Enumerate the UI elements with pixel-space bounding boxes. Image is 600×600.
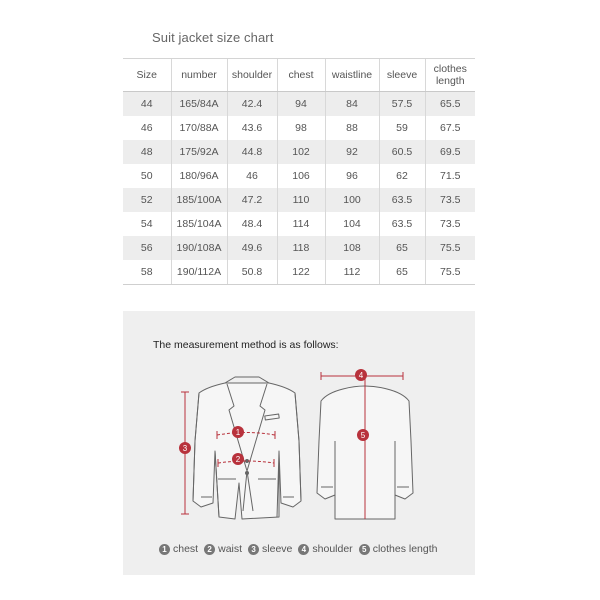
table-cell: 67.5: [425, 116, 475, 140]
table-cell: 98: [277, 116, 325, 140]
marker-length: [357, 429, 369, 441]
jacket-button-icon: [245, 471, 249, 475]
table-cell: 94: [277, 92, 325, 117]
table-cell: 60.5: [379, 140, 425, 164]
header-sleeve: sleeve: [379, 59, 425, 92]
header-chest: chest: [277, 59, 325, 92]
table-cell: 43.6: [227, 116, 277, 140]
method-title: The measurement method is as follows:: [153, 339, 339, 351]
table-cell: 48.4: [227, 212, 277, 236]
table-cell: 65.5: [425, 92, 475, 117]
table-cell: 114: [277, 212, 325, 236]
table-cell: 63.5: [379, 188, 425, 212]
table-cell: 84: [325, 92, 379, 117]
table-cell: 62: [379, 164, 425, 188]
header-size: Size: [123, 59, 171, 92]
table-cell: 59: [379, 116, 425, 140]
number-5-icon: 5: [359, 544, 370, 555]
table-cell: 44.8: [227, 140, 277, 164]
table-cell: 108: [325, 236, 379, 260]
table-row: [123, 260, 475, 285]
legend-label: sleeve: [262, 543, 293, 555]
table-cell: 57.5: [379, 92, 425, 117]
table-cell: 75.5: [425, 260, 475, 285]
header-shoulder: shoulder: [227, 59, 277, 92]
table-cell: 42.4: [227, 92, 277, 117]
measurement-panel: [123, 311, 475, 575]
table-cell: 50.8: [227, 260, 277, 285]
table-cell: 69.5: [425, 140, 475, 164]
legend-item-sleeve: [248, 543, 292, 555]
table-cell: 100: [325, 188, 379, 212]
table-cell: 73.5: [425, 212, 475, 236]
table-cell: 92: [325, 140, 379, 164]
legend-label: clothes length: [372, 543, 438, 555]
legend-label: chest: [173, 543, 199, 555]
marker-waist: [232, 453, 244, 465]
legend-label: waist: [218, 543, 243, 555]
table-cell: 73.5: [425, 188, 475, 212]
table-row: [123, 140, 475, 164]
table-cell: 190/112A: [171, 260, 227, 285]
header-clothes-length: clothes length: [425, 59, 475, 92]
table-cell: 96: [325, 164, 379, 188]
legend-label: shoulder: [312, 543, 353, 555]
table-row: [123, 92, 475, 117]
number-3-icon: 3: [248, 544, 259, 555]
table-row: [123, 236, 475, 260]
size-table: [123, 58, 475, 285]
table-cell: 75.5: [425, 236, 475, 260]
table-cell: 102: [277, 140, 325, 164]
marker-chest: [232, 426, 244, 438]
legend-item-chest: [159, 543, 198, 555]
table-row: [123, 188, 475, 212]
header-waistline: waistline: [325, 59, 379, 92]
table-cell: 106: [277, 164, 325, 188]
table-cell: 110: [277, 188, 325, 212]
table-cell: 65: [379, 236, 425, 260]
table-cell: 112: [325, 260, 379, 285]
svg-text:2: 2: [235, 455, 241, 464]
number-1-icon: 1: [159, 544, 170, 555]
number-2-icon: 2: [204, 544, 215, 555]
table-cell: 175/92A: [171, 140, 227, 164]
table-cell: 118: [277, 236, 325, 260]
svg-text:1: 1: [235, 428, 241, 437]
marker-sleeve: [179, 442, 191, 454]
table-cell: 190/108A: [171, 236, 227, 260]
header-number: number: [171, 59, 227, 92]
svg-text:4: 4: [358, 371, 364, 380]
table-cell: 71.5: [425, 164, 475, 188]
table-cell: 47.2: [227, 188, 277, 212]
table-cell: 49.6: [227, 236, 277, 260]
jacket-measurement-diagram: [123, 311, 475, 575]
table-cell: 48: [123, 140, 171, 164]
measurement-legend: [159, 543, 437, 555]
table-cell: 122: [277, 260, 325, 285]
table-cell: 65: [379, 260, 425, 285]
legend-item-clothes-length: [359, 543, 438, 555]
table-cell: 56: [123, 236, 171, 260]
legend-item-shoulder: [298, 543, 352, 555]
chart-title: Suit jacket size chart: [152, 30, 274, 45]
number-4-icon: 4: [298, 544, 309, 555]
marker-shoulder: [355, 369, 367, 381]
table-row: [123, 164, 475, 188]
table-cell: 88: [325, 116, 379, 140]
table-header-row: [123, 59, 475, 92]
table-cell: 50: [140, 170, 153, 182]
table-cell: 44: [123, 92, 171, 117]
svg-text:3: 3: [182, 444, 188, 453]
legend-item-waist: [204, 543, 242, 555]
table-cell: 46: [140, 122, 153, 134]
table-cell: 185/100A: [171, 188, 227, 212]
table-cell: 180/96A: [171, 164, 227, 188]
table-row: [123, 212, 475, 236]
svg-text:5: 5: [360, 431, 366, 440]
table-cell: 58: [123, 260, 171, 285]
table-cell: 52: [123, 188, 171, 212]
table-row: [123, 116, 475, 140]
front-jacket-drawing: [193, 377, 301, 519]
table-cell: 46: [227, 164, 277, 188]
table-cell: 63.5: [379, 212, 425, 236]
table-cell: 165/84A: [171, 92, 227, 117]
table-cell: 104: [325, 212, 379, 236]
table-cell: 170/88A: [171, 116, 227, 140]
table-cell: 185/104A: [171, 212, 227, 236]
table-cell: 54: [140, 218, 153, 230]
